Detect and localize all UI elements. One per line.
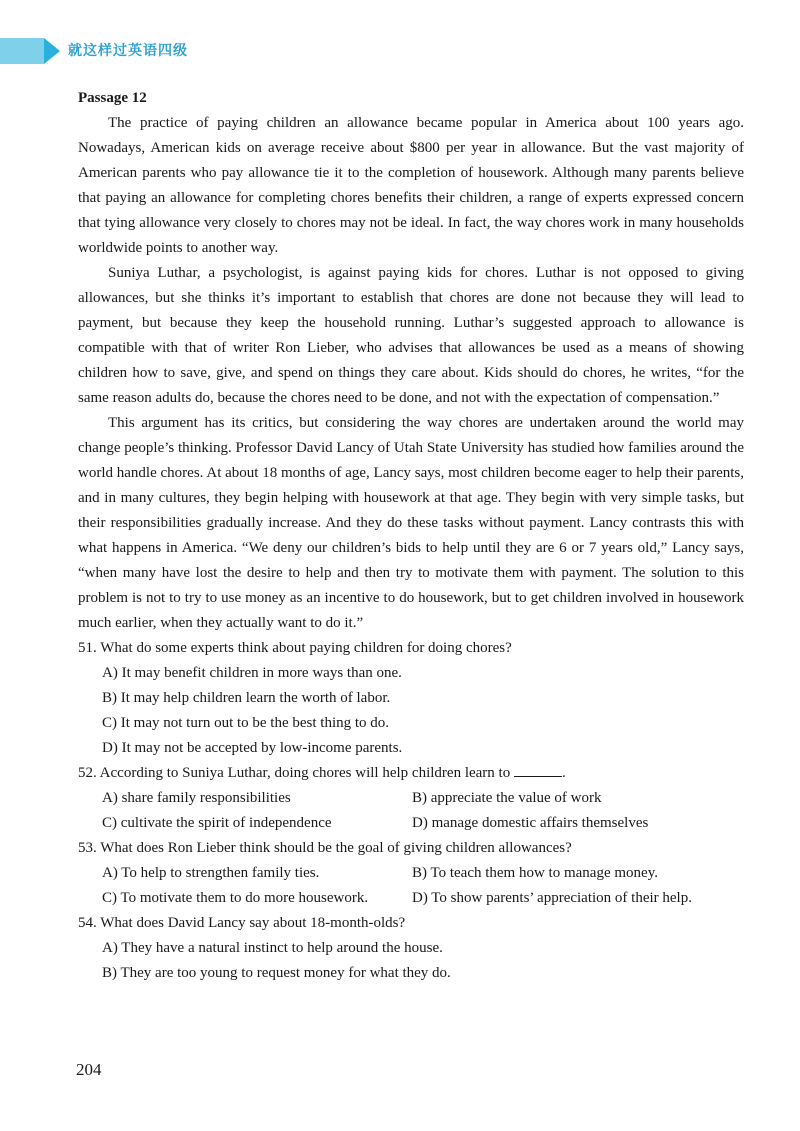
question-53-option-a: A) To help to strengthen family ties.: [102, 865, 320, 881]
page-number: 204: [76, 1060, 102, 1079]
question-53-options-row-2: [102, 886, 744, 911]
question-53-option-d: D) To show parents’ appreciation of their help.: [412, 890, 692, 906]
question-52-option-d: D) manage domestic affairs themselves: [412, 815, 649, 831]
paragraph-1: The practice of paying children an allowance became popular in America about 100 years ago. Nowadays, American kids on average receive about $800 per year in allowance. But the vast majority of American parents who pay allowance tie it to the completion of housework. Although many parents believe that paying an allowance for completing chores benefits their children, a range of experts expressed concern that tying allowance very closely to chores may not be ideal. In fact, the way chores work in many households worldwide points to another way.: [78, 115, 744, 256]
question-54-stem: 54. What does David Lancy say about 18-month-olds?: [78, 915, 406, 931]
question-53-options-row-1: [102, 861, 744, 886]
question-51-option-d: D) It may not be accepted by low-income parents.: [102, 740, 403, 756]
question-53-option-b: B) To teach them how to manage money.: [412, 865, 658, 881]
question-54-option-a: A) They have a natural instinct to help around the house.: [102, 940, 443, 956]
question-51-option-c: C) It may not turn out to be the best thing to do.: [102, 715, 390, 731]
paragraph-2: Suniya Luthar, a psychologist, is against paying kids for chores. Luthar is not opposed to giving allowances, but she thinks it’s important to establish that chores are done not because they will lead to payment, but because they keep the household running. Luthar’s suggested approach to allowance is compatible with that of writer Ron Lieber, who advises that allowances be used as a means of showing children how to save, give, and spend on things they care about. Kids should do chores, he writes, “for the same reason adults do, because the chores need to be done, and not with the expectation of compensation.”: [78, 265, 744, 406]
question-52-option-b: B) appreciate the value of work: [412, 790, 602, 806]
question-52-option-c: C) cultivate the spirit of independence: [102, 815, 332, 831]
question-52-options-row-2: [102, 811, 744, 836]
book-series-title: 就这样过英语四级: [68, 43, 188, 59]
page-content: [78, 86, 744, 986]
answer-blank: [514, 762, 562, 777]
passage-title: Passage 12: [78, 90, 147, 106]
question-51-stem: 51. What do some experts think about paying children for doing chores?: [78, 640, 512, 656]
question-54-option-b: B) They are too young to request money for what they do.: [102, 965, 451, 981]
paragraph-3: This argument has its critics, but considering the way chores are undertaken around the world may change people’s thinking. Professor David Lancy of Utah State University has studied how families around the world handle chores. At about 18 months of age, Lancy says, most children become eager to help their parents, and in many cultures, they begin helping with housework at that age. They begin with very simple tasks, but their responsibilities gradually increase. And they do these tasks without payment. Lancy contrasts this with what happens in America. “We deny our children’s bids to help until they are 6 or 7 years old,” Lancy says, “when many have lost the desire to help and then try to motivate them with payment. The solution to this problem is not to try to use money as an incentive to do housework, but to get children involved in housework much earlier, when they actually want to do it.”: [78, 415, 744, 631]
header-band: [0, 38, 44, 64]
question-52-options-row-1: [102, 786, 744, 811]
question-51-option-b: B) It may help children learn the worth of labor.: [102, 690, 391, 706]
question-52-stem-text: 52. According to Suniya Luthar, doing chores will help children learn to: [78, 765, 511, 781]
question-53-stem: 53. What does Ron Lieber think should be the goal of giving children allowances?: [78, 840, 572, 856]
question-53-option-c: C) To motivate them to do more housework.: [102, 890, 369, 906]
question-52-stem: [78, 761, 744, 786]
header-arrow-icon: [44, 38, 60, 64]
question-52-stem-end: .: [561, 765, 566, 781]
question-52-option-a: A) share family responsibilities: [102, 790, 291, 806]
question-51-option-a: A) It may benefit children in more ways than one.: [102, 665, 402, 681]
